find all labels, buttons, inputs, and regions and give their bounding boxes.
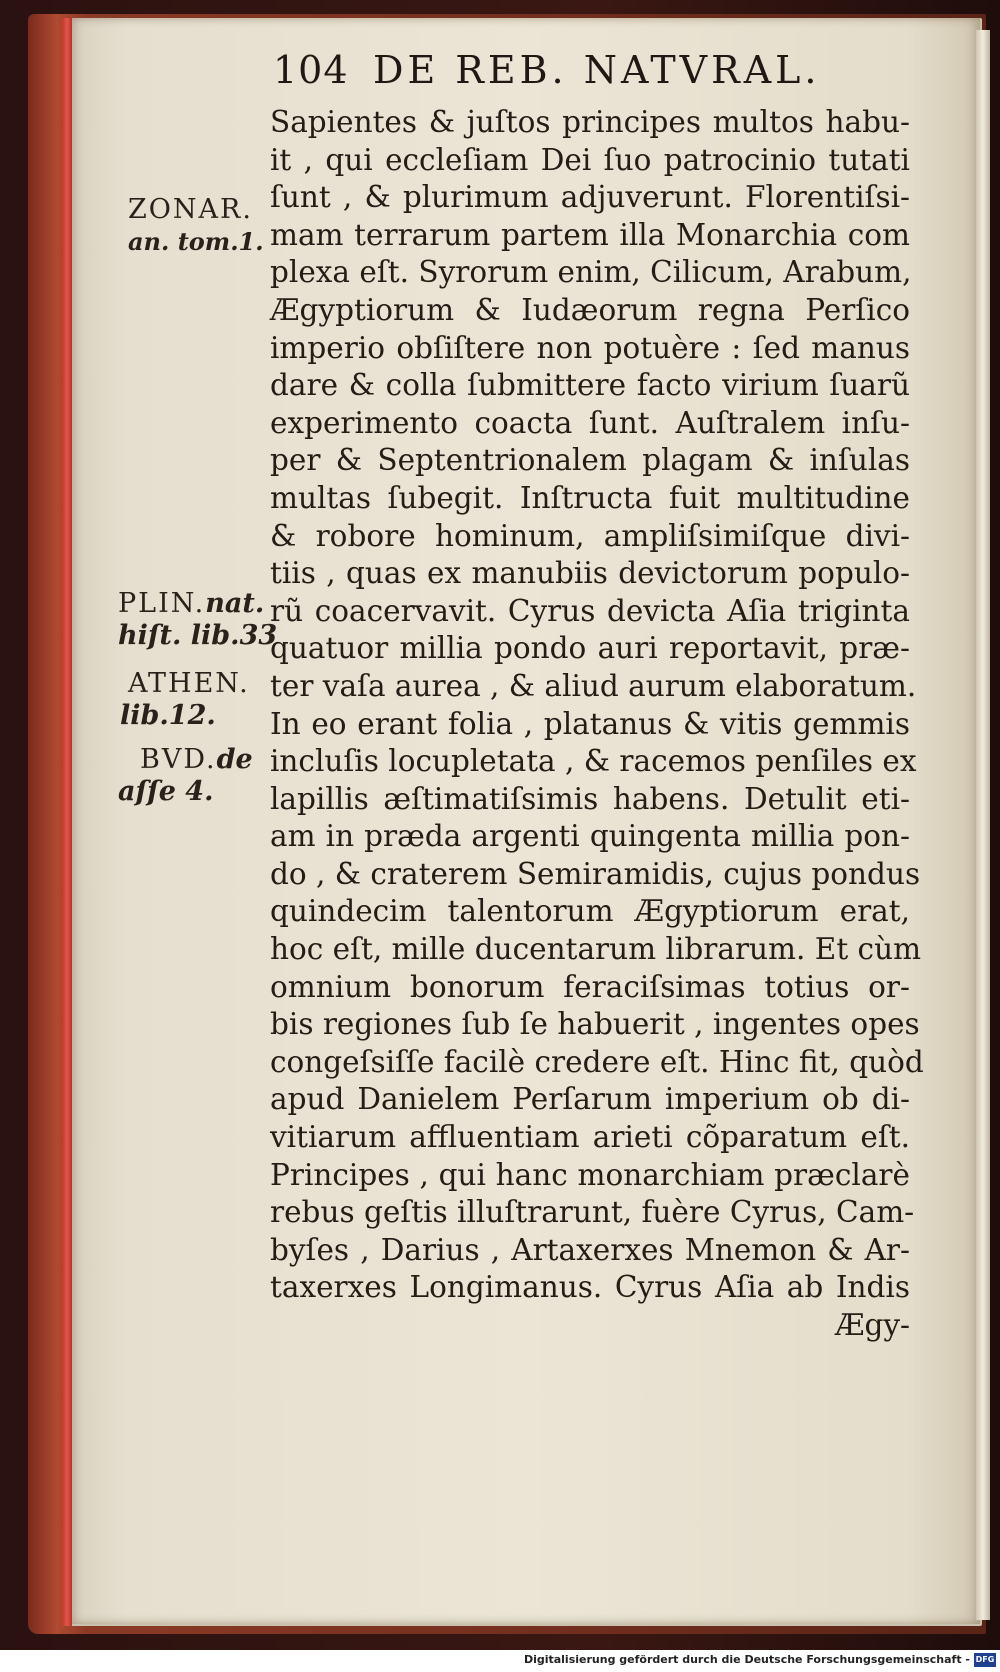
running-head: [273, 48, 913, 98]
margin-note-zonaras: [128, 194, 264, 258]
margin-note-athenaeus: [120, 668, 250, 732]
page-fore-edge: [976, 30, 990, 1620]
body-line: lapillis æſtimatiſsimis habens. Detulit eti-: [270, 781, 910, 816]
body-line: byſes , Darius , Artaxerxes Mnemon & Ar-: [270, 1232, 910, 1267]
body-line: apud Danielem Perſarum imperium ob di-: [270, 1082, 910, 1117]
body-line: multas ſubegit. Inſtructa fuit multitudine: [270, 480, 910, 515]
body-line: dare & colla ſubmittere facto virium ſuarũ: [270, 368, 910, 403]
margin-note-budaeus: [118, 744, 253, 808]
body-line: am in præda argenti quingenta millia pon-: [270, 819, 910, 854]
margin-note-line: lib.12.: [120, 700, 216, 731]
body-line: taxerxes Longimanus. Cyrus Aſia ab Indis: [270, 1270, 910, 1305]
running-title: DE REB. NATVRAL.: [373, 48, 821, 92]
body-line: experimento coacta ſunt. Auſtralem inſu-: [270, 405, 910, 440]
body-line: congeſsiſſe facilè credere eſt. Hinc fit, quòd: [270, 1044, 924, 1079]
body-line: rũ coacervavit. Cyrus devicta Aſia triginta: [270, 593, 910, 628]
margin-note-pliny: [118, 588, 277, 652]
margin-note-line: BVD.: [140, 744, 217, 775]
body-line: vitiarum affluentiam arieti cõparatum eſt.: [270, 1120, 910, 1155]
body-line: hoc eſt, mille ducentarum librarum. Et cùm: [270, 932, 922, 967]
body-line: quatuor millia pondo auri reportavit, præ-: [270, 631, 910, 666]
body-line: Ægyptiorum & Iudæorum regna Perſico: [270, 292, 910, 327]
body-line: Sapientes & juſtos principes multos habu-: [270, 105, 910, 139]
body-line: plexa eſt. Syrorum enim, Cilicum, Arabum,: [270, 255, 912, 290]
body-line: omnium bonorum feraciſsimas totius or-: [270, 969, 910, 1004]
margin-note-line: PLIN.: [118, 588, 206, 619]
body-line: incluſis locupletata , & racemos penſiles ex: [270, 744, 917, 779]
body-line: ter vaſa aurea , & aliud aurum elaboratum.: [270, 668, 917, 703]
body-line: ſunt , & plurimum adjuverunt. Florentiſsi-: [270, 180, 910, 215]
margin-note-line: ZONAR.: [128, 194, 253, 225]
body-line: per & Septentrionalem plagam & inſulas: [270, 443, 910, 478]
body-line: rebus geſtis illuſtrarunt, fuère Cyrus, Cam-: [270, 1195, 915, 1230]
body-line: In eo erant folia , platanus & vitis gemmis: [270, 706, 910, 741]
body-text: [270, 104, 924, 1345]
body-line: Principes , qui hanc monarchiam præclarè: [270, 1157, 910, 1192]
body-line: bis regiones ſub ſe habuerit , ingentes opes: [270, 1007, 920, 1042]
digitization-footer: [0, 1650, 1000, 1672]
body-line: do , & craterem Semiramidis, cujus pondus: [270, 856, 921, 891]
body-line: & robore hominum, ampliſsimiſque divi-: [270, 518, 910, 553]
body-line: tiis , quas ex manubiis devictorum populo-: [270, 556, 910, 591]
page-number: 104: [273, 48, 349, 92]
catchword: Ægy-: [834, 1308, 910, 1342]
margin-note-line: aſſe 4.: [118, 776, 214, 807]
dfg-logo: DFG: [974, 1653, 996, 1667]
body-line: imperio obſiſtere non potuère : ſed manus: [270, 330, 910, 365]
footer-credit: Digitalisierung gefördert durch die Deutsche Forschungsgemeinschaft -: [523, 1653, 970, 1666]
body-line: it , qui eccleſiam Dei ſuo patrocinio tutati: [270, 142, 910, 177]
margin-note-line: ATHEN.: [128, 668, 250, 699]
red-page-edge: [62, 18, 72, 1626]
margin-note-line: an. tom.1.: [128, 227, 264, 256]
body-line: mam terrarum partem illa Monarchia com: [270, 217, 910, 252]
body-line: quindecim talentorum Ægyptiorum erat,: [270, 894, 910, 929]
margin-note-line: hiſt. lib.33: [118, 620, 278, 651]
margin-note-line: nat.: [205, 588, 265, 619]
margin-note-line: de: [216, 744, 253, 775]
